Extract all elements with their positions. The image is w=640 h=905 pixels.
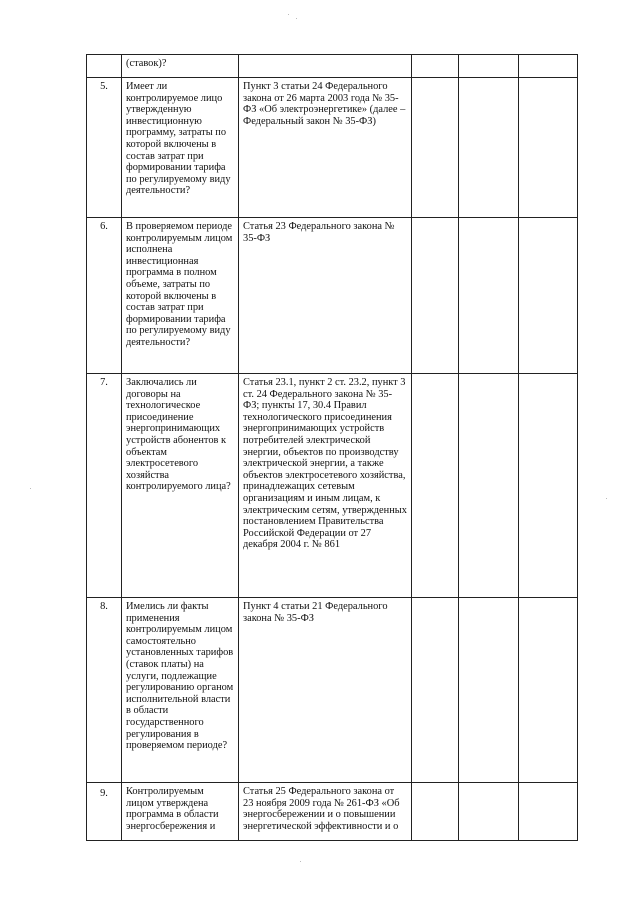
- question-cell: Заключались ли договоры на технологическое присоединение энергопринимающих устройств абонентов к объектам электросетевого хозяйства контролируемого лица?: [122, 374, 239, 598]
- table-row: [87, 78, 578, 218]
- answer-no-cell: [459, 218, 519, 374]
- legal-reference-cell: Статья 23.1, пункт 2 ст. 23.2, пункт 3 ст. 24 Федерального закона № 35-ФЗ; пункты 17, 30.4 Правил технологического присоединения энергопринимающих устройств потребителей электрической энергии, объектов по производству электрической энергии, а также объектов электросетевого хозяйства, принадлежащих сетевым организациям и иным лицам, к электрическим сетям, утвержденных постановлением Правительства Российской Федерации от 27 декабря 2004 г. № 861: [239, 374, 412, 598]
- table-row: [87, 55, 578, 78]
- question-cell: Контролируемым лицом утверждена программа в области энергосбережения и: [122, 783, 239, 841]
- row-number: 6.: [87, 218, 122, 374]
- answer-no-cell: [459, 598, 519, 783]
- answer-no-cell: [459, 374, 519, 598]
- table-row: [87, 598, 578, 783]
- scan-speck: [296, 18, 297, 19]
- checklist-table: [86, 54, 578, 841]
- row-number: 9.: [87, 783, 122, 841]
- legal-reference-cell: Пункт 3 статьи 24 Федерального закона от 26 марта 2003 года № 35-ФЗ «Об электроэнергетике» (далее – Федеральный закон № 35-ФЗ): [239, 78, 412, 218]
- note-cell: [519, 374, 578, 598]
- question-cell: Имелись ли факты применения контролируемым лицом самостоятельно установленных тарифов (ставок платы) на услуги, подлежащие регулированию органом исполнительной власти в области государственного регулирования в проверяемом периоде?: [122, 598, 239, 783]
- note-cell: [519, 78, 578, 218]
- note-cell: [519, 55, 578, 78]
- answer-no-cell: [459, 783, 519, 841]
- scan-speck: [288, 14, 289, 15]
- legal-reference-cell: [239, 55, 412, 78]
- note-cell: [519, 598, 578, 783]
- scan-speck: [606, 498, 607, 499]
- scan-speck: [300, 861, 301, 862]
- legal-reference-cell: Статья 25 Федерального закона от 23 ноября 2009 года № 261-ФЗ «Об энергосбережении и о повышении энергетической эффективности и о: [239, 783, 412, 841]
- answer-yes-cell: [412, 783, 459, 841]
- legal-reference-cell: Пункт 4 статьи 21 Федерального закона № 35-ФЗ: [239, 598, 412, 783]
- legal-reference-cell: Статья 23 Федерального закона № 35-ФЗ: [239, 218, 412, 374]
- note-cell: [519, 218, 578, 374]
- note-cell: [519, 783, 578, 841]
- row-number: 7.: [87, 374, 122, 598]
- answer-no-cell: [459, 55, 519, 78]
- scan-speck: [30, 488, 31, 489]
- row-number: 8.: [87, 598, 122, 783]
- answer-yes-cell: [412, 218, 459, 374]
- answer-yes-cell: [412, 374, 459, 598]
- table-row: [87, 374, 578, 598]
- row-number: 5.: [87, 78, 122, 218]
- answer-yes-cell: [412, 78, 459, 218]
- answer-yes-cell: [412, 55, 459, 78]
- table-row: [87, 783, 578, 841]
- table-row: [87, 218, 578, 374]
- question-cell: (ставок)?: [122, 55, 239, 78]
- question-cell: Имеет ли контролируемое лицо утвержденную инвестиционную программу, затраты по которой включены в состав затрат при формировании тарифа по регулируемому виду деятельности?: [122, 78, 239, 218]
- answer-yes-cell: [412, 598, 459, 783]
- question-cell: В проверяемом периоде контролируемым лицом исполнена инвестиционная программа в полном объеме, затраты по которой включены в состав затрат при формировании тарифа по регулируемому виду деятельности?: [122, 218, 239, 374]
- row-number: [87, 55, 122, 78]
- answer-no-cell: [459, 78, 519, 218]
